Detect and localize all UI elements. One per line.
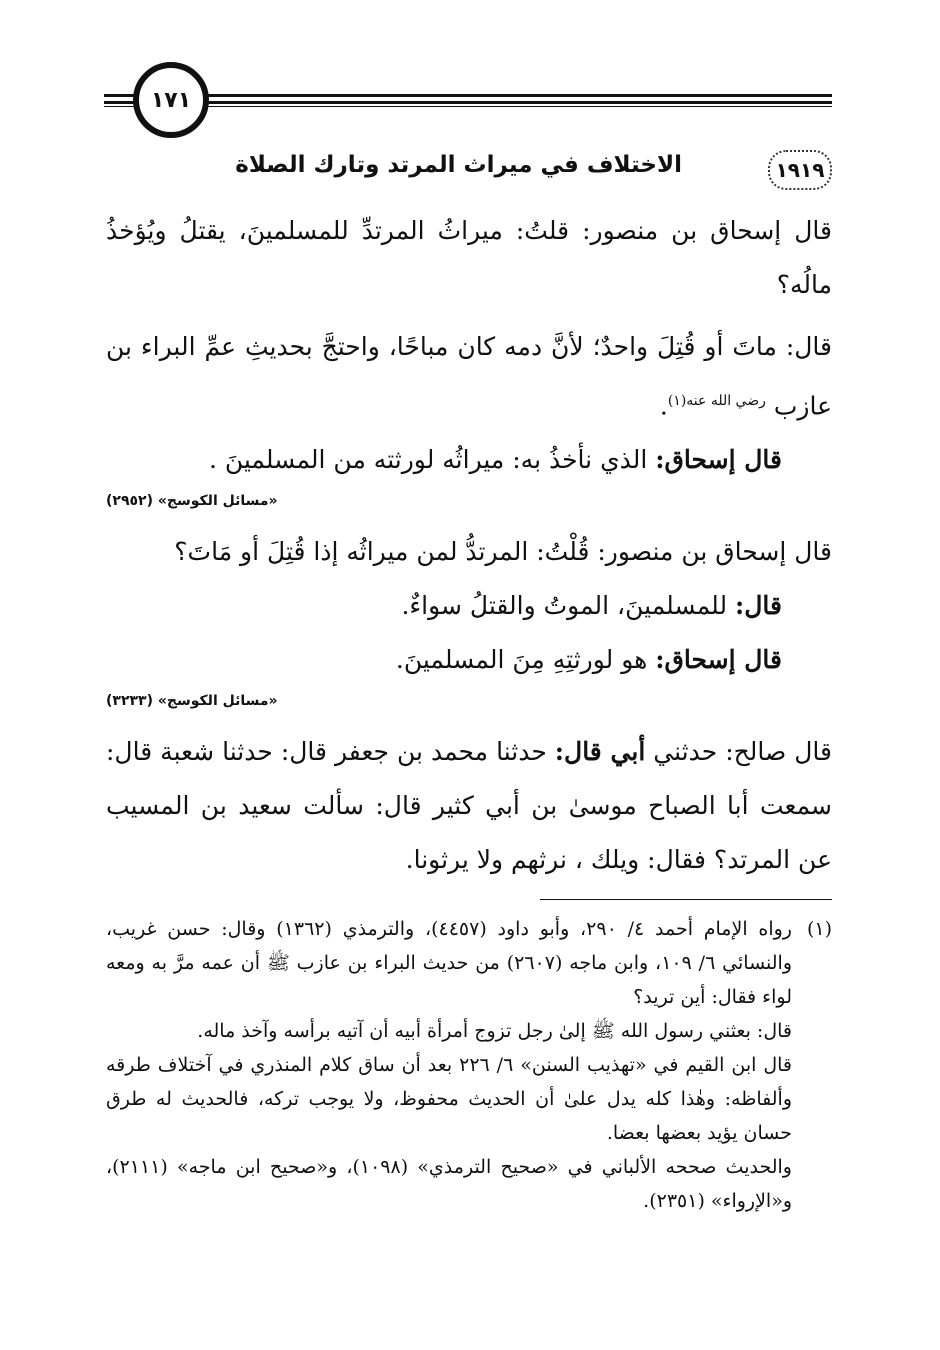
footnote-rule: [540, 899, 832, 900]
paragraph-5-text: للمسلمينَ، الموتُ والقتلُ سواءٌ.: [401, 591, 728, 621]
section-heading: [108, 150, 832, 190]
paragraph-7-a: قال صالح: حدثني: [653, 737, 832, 767]
paragraph-7: [106, 725, 832, 887]
paragraph-3: [106, 433, 832, 487]
speaker-label: قال إسحاق:: [655, 445, 782, 475]
section-number: ١٩١٩: [768, 150, 832, 190]
speaker-label: قال:: [735, 591, 782, 621]
paragraph-6: [106, 633, 832, 687]
honorific: رضي الله عنه: [686, 393, 766, 409]
paragraph-3-text: الذي نأخذُ به: ميراثُه لورثته من المسلمينَ .: [208, 445, 648, 475]
page-number: ١٧١: [133, 62, 209, 138]
speaker-label: أبي قال:: [554, 737, 646, 767]
section-title: الاختلاف في ميراث المرتد وتارك الصلاة: [235, 152, 682, 178]
footnote-marker: (١): [806, 918, 832, 940]
footnotes: [106, 912, 832, 1218]
speaker-label: قال إسحاق:: [655, 645, 782, 675]
source-citation-2: «مسائل الكوسج» (٣٢٣٣): [106, 693, 278, 710]
paragraph-2-text: قال: ماتَ أو قُتِلَ واحدٌ؛ لأنَّ دمه كان مباحًا، واحتجَّ بحديثِ عمِّ البراء بن عازب: [106, 332, 832, 421]
footnote-body: [106, 912, 792, 1218]
footnote-paragraph: قال: بعثني رسول الله ﷺ إلىٰ رجل تزوج أمرأة أبيه أن آتيه برأسه وآخذ ماله.: [197, 1020, 792, 1042]
header-rule: [104, 94, 832, 108]
source-citation-1: «مسائل الكوسج» (٢٩٥٢): [106, 493, 278, 510]
paragraph-6-text: هو لورثتِهِ مِنَ المسلمينَ.: [395, 645, 648, 675]
footnote-paragraph: رواه الإمام أحمد ٤/ ٢٩٠، وأبو داود (٤٤٥٧)، والترمذي (١٣٦٢) وقال: حسن غريب، والنسائي ٦/ ١٠٩، وابن ماجه (٢٦٠٧) من حديث البراء بن عازب ﷺ أن عمه مرَّ به ومعه لواء فقال: أين تريد؟: [106, 918, 792, 1008]
footnote-paragraph: والحديث صححه الألباني في «صحيح الترمذي» (١٠٩٨)، و«صحيح ابن ماجه» (٢١١١)، و«الإرواء» (٢٣٥١).: [106, 1156, 792, 1212]
paragraph-7-b: حدثنا محمد بن جعفر قال: حدثنا شعبة قال: سمعت أبا الصباح موسىٰ بن أبي كثير قال: سألت سعيد بن المسيب عن المرتد؟ فقال: ويلك ، نرثهم ولا يرثونا.: [106, 737, 832, 875]
paragraph-1: قال إسحاق بن منصور: قلتُ: ميراثُ المرتدِّ للمسلمينَ، يقتلُ ويُؤخذُ مالُه؟: [106, 216, 832, 299]
paragraph-4: قال إسحاق بن منصور: قُلْتُ: المرتدُّ لمن ميراثُه إذا قُتِلَ أو مَاتَ؟: [174, 537, 832, 567]
body-text: [106, 204, 832, 887]
paragraph-2-end: .: [659, 391, 668, 421]
paragraph-5: [106, 579, 832, 633]
footnote-1: [106, 912, 832, 1218]
footnote-ref: (١): [667, 393, 687, 409]
footnote-paragraph: قال ابن القيم في «تهذيب السنن» ٦/ ٢٢٦ بعد أن ساق كلام المنذري في آختلاف طرقه وألفاظه: وهٰذا كله يدل علىٰ أن الحديث محفوظ، ولا يوجب تركه، فالحديث له طرق حسان يؤيد بعضها بعضا.: [106, 1054, 792, 1144]
paragraph-2: [106, 320, 832, 433]
